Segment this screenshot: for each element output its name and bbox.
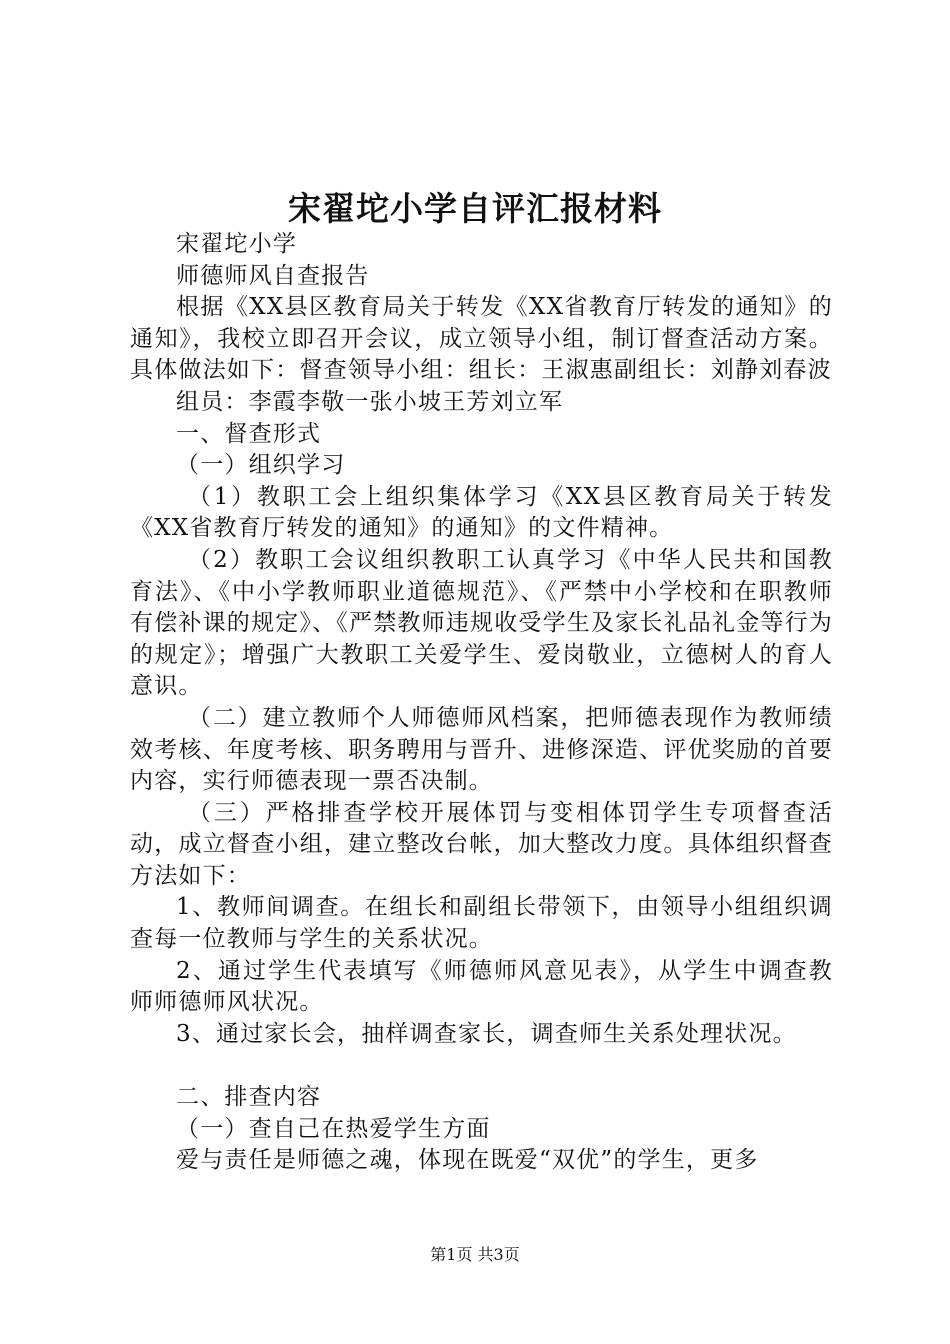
paragraph-members: 组员：李霞李敬一张小坡王芳刘立军 — [176, 388, 564, 415]
method-item-2: 2、通过学生代表填写《师德师风意见表》，从学生中调查教师师德师风状况。 — [130, 957, 833, 1016]
section-heading-1: 一、督查形式 — [176, 420, 322, 447]
list-item-1: （1）教职工会上组织集体学习《XX县区教育局关于转发《XX省教育厅转发的通知》的通知》的文件精神。 — [130, 483, 833, 542]
section-heading-2: 二、排查内容 — [176, 1084, 322, 1111]
paragraph-school-name: 宋翟坨小学 — [176, 231, 297, 257]
subsection-heading-1-1: （一）组织学习 — [176, 452, 346, 479]
page-footer: 第1页 共3页 — [430, 1245, 520, 1264]
subsection-paragraph-2: （二）建立教师个人师德师风档案，把师德表现作为教师绩效考核、年度考核、职务聘用与晋升、进修深造、评优奖励的首要内容，实行师德表现一票否决制。 — [130, 704, 833, 795]
paragraph-love-responsibility: 爱与责任是师德之魂，体现在既爱“双优”的学生，更多 — [176, 1147, 759, 1174]
method-item-1: 1、教师间调查。在组长和副组长带领下，由领导小组组织调查每一位教师与学生的关系状况。 — [130, 894, 833, 953]
document-title: 宋翟坨小学自评汇报材料 — [288, 189, 662, 228]
document-body — [130, 229, 833, 1177]
paragraph-intro: 根据《XX县区教育局关于转发《XX省教育厅转发的通知》的通知》，我校立即召开会议，成立领导小组，制订督查活动方案。具体做法如下：督查领导小组：组长：王淑惠副组长：刘静刘春波 — [130, 294, 833, 384]
paragraph-report-title: 师德师风自查报告 — [176, 262, 370, 289]
subsection-paragraph-3: （三）严格排查学校开展体罚与变相体罚学生专项督查活动，成立督查小组，建立整改台帐，加大整改力度。具体组织督查方法如下： — [130, 799, 833, 889]
blank-line — [130, 1050, 833, 1082]
list-item-2: （2）教职工会议组织教职工认真学习《中华人民共和国教育法》、《中小学教师职业道德规范》、《严禁中小学校和在职教师有偿补课的规定》、《严禁教师违规收受学生及家长礼品礼金等行为的规定》；增强广大教职工关爱学生、爱岗敬业，立德树人的育人意识。 — [130, 546, 833, 700]
subsection-heading-2-1: （一）查自己在热爱学生方面 — [176, 1115, 491, 1142]
method-item-3: 3、通过家长会，抽样调查家长，调查师生关系处理状况。 — [176, 1020, 797, 1047]
